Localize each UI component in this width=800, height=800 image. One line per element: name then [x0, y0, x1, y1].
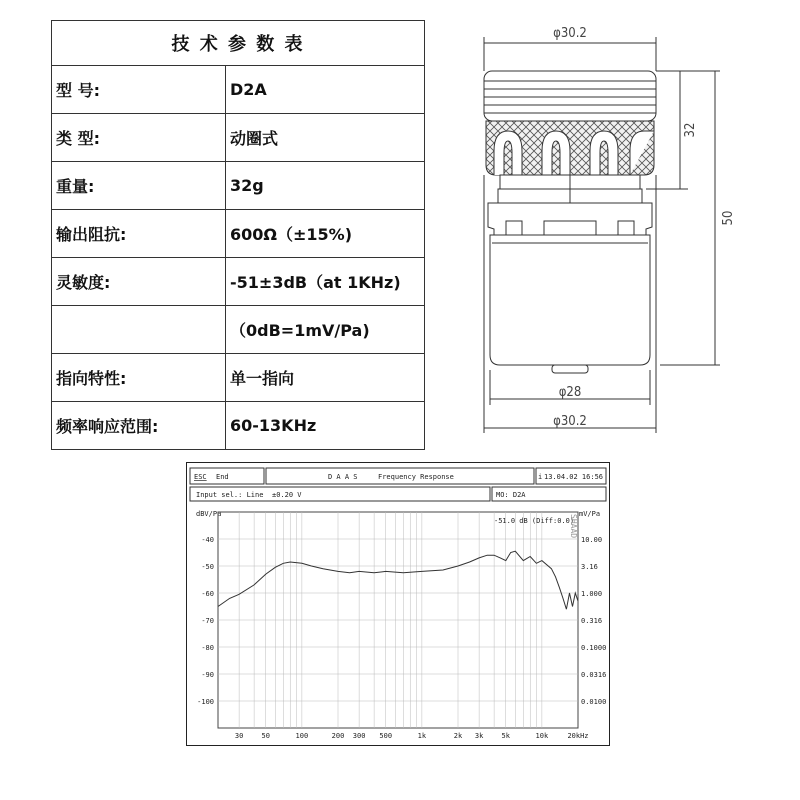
x-tick-label: 5k — [501, 732, 510, 740]
app-name: D A A S — [328, 473, 358, 481]
capsule-flange — [488, 203, 652, 235]
side-mark: SHAAD — [569, 514, 578, 539]
y-tick-label-left: -90 — [201, 671, 214, 679]
input-select-label: Input sel.: Line — [196, 491, 264, 499]
spec-label: 类 型: — [52, 114, 226, 162]
spec-label: 频率响应范围: — [52, 402, 226, 450]
spec-row — [52, 402, 425, 450]
x-tick-label: 300 — [352, 732, 366, 740]
x-tick-label: 20kHz — [567, 732, 589, 740]
x-tick-label: 200 — [331, 732, 345, 740]
x-tick-label: 100 — [295, 732, 309, 740]
chart-frame — [187, 463, 610, 746]
spec-label: 灵敏度: — [52, 258, 226, 306]
y-tick-label-left: -80 — [201, 644, 214, 652]
dim-label-28: φ28 — [558, 385, 582, 400]
spec-table-title: 技 术 参 数 表 — [52, 21, 425, 66]
spec-label: 型 号: — [52, 66, 226, 114]
spec-row — [52, 210, 425, 258]
spec-value: （0dB=1mV/Pa) — [226, 306, 425, 354]
y-tick-label-left: -100 — [197, 698, 214, 706]
esc-key-label: ESC — [194, 473, 207, 481]
x-tick-label: 1k — [417, 732, 427, 740]
spec-row — [52, 114, 425, 162]
spec-value: 600Ω（±15%) — [226, 210, 425, 258]
capsule-drawing — [470, 15, 750, 445]
y-tick-label-right: 3.16 — [581, 563, 598, 571]
level-label: ±0.20 V — [272, 491, 302, 499]
y-tick-label-right: 0.1000 — [581, 644, 607, 652]
info-icon: i — [538, 473, 543, 481]
x-tick-label: 500 — [379, 732, 393, 740]
spec-value: 32g — [226, 162, 425, 210]
model-label: MO: D2A — [496, 491, 526, 499]
y-tick-label-right: 0.0100 — [581, 698, 607, 706]
dim-label-32: 32 — [683, 122, 698, 138]
y-axis-unit-right: mV/Pa — [579, 510, 601, 518]
spec-label: 重量: — [52, 162, 226, 210]
end-label: End — [216, 473, 229, 481]
spec-row — [52, 258, 425, 306]
y-tick-label-right: 1.000 — [581, 590, 603, 598]
y-tick-label-left: -70 — [201, 617, 214, 625]
date-label: 13.04.02 16:56 — [544, 473, 604, 481]
y-axis-unit-left: dBV/Pa — [196, 510, 222, 518]
spec-row — [52, 354, 425, 402]
x-tick-label: 10k — [535, 732, 549, 740]
dim-label-bottom: φ30.2 — [553, 414, 587, 429]
spec-label — [52, 306, 226, 354]
x-tick-label: 3k — [474, 732, 484, 740]
spec-row — [52, 162, 425, 210]
x-tick-label: 2k — [453, 732, 463, 740]
frequency-response-chart — [186, 462, 610, 746]
y-tick-label-right: 0.0316 — [581, 671, 607, 679]
y-tick-label-right: 0.316 — [581, 617, 603, 625]
spec-value: -51±3dB（at 1KHz) — [226, 258, 425, 306]
capsule-body — [490, 235, 650, 365]
x-tick-label: 30 — [234, 732, 244, 740]
y-tick-label-right: 10.00 — [581, 536, 603, 544]
spec-value: D2A — [226, 66, 425, 114]
y-tick-label-left: -50 — [201, 563, 214, 571]
chart-title: Frequency Response — [378, 473, 454, 481]
y-tick-label-left: -60 — [201, 590, 214, 598]
spec-label: 输出阻抗: — [52, 210, 226, 258]
y-tick-label-left: -40 — [201, 536, 214, 544]
spec-label: 指向特性: — [52, 354, 226, 402]
dim-label-50: 50 — [721, 210, 736, 226]
spec-row — [52, 306, 425, 354]
readout-label: -51.0 dB (Diff:0.0) — [494, 517, 575, 525]
spec-value: 动圈式 — [226, 114, 425, 162]
spec-row — [52, 66, 425, 114]
spec-value: 单一指向 — [226, 354, 425, 402]
x-tick-label: 50 — [261, 732, 270, 740]
spec-value: 60-13KHz — [226, 402, 425, 450]
dim-label-top: φ30.2 — [553, 26, 587, 41]
spec-table — [51, 20, 425, 450]
